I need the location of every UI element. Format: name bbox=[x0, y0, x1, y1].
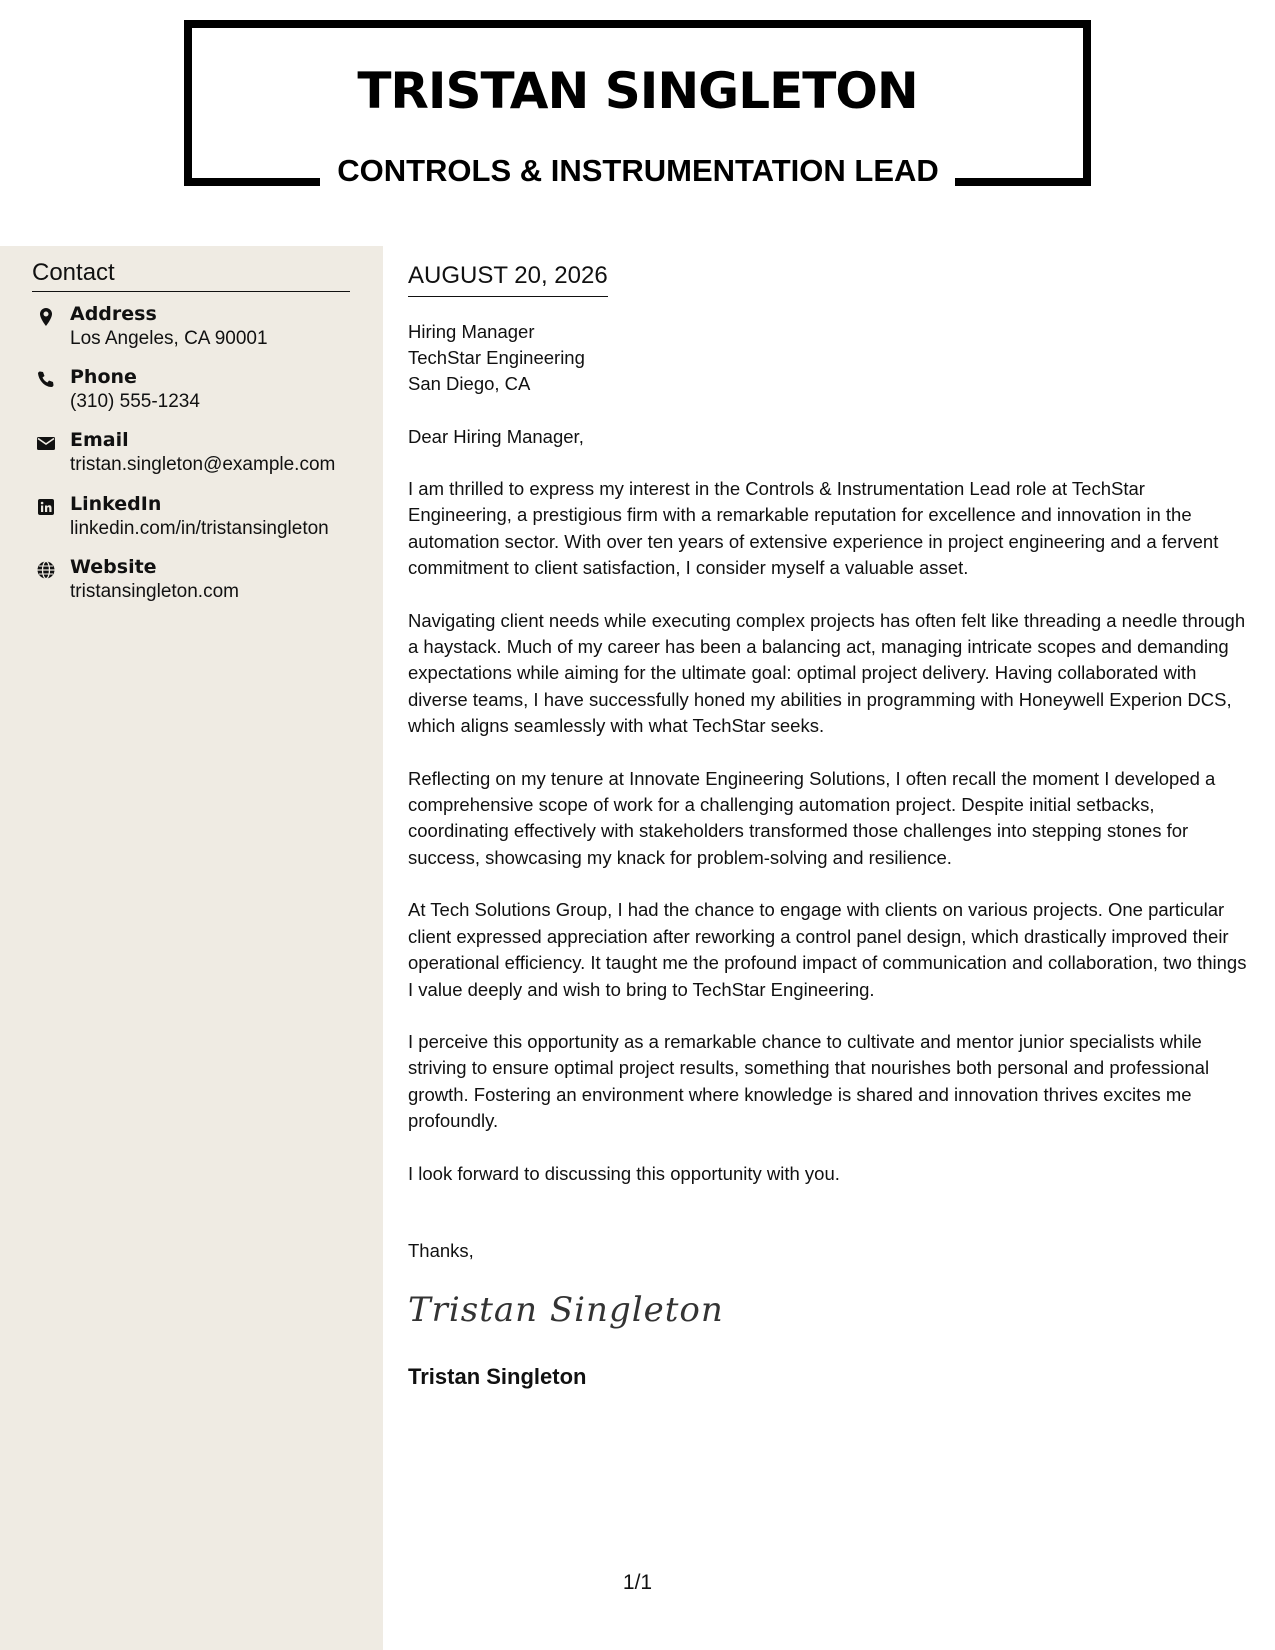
contact-value: linkedin.com/in/tristansingleton bbox=[70, 518, 329, 539]
contact-label: Address bbox=[70, 303, 157, 325]
contact-label: Phone bbox=[70, 366, 137, 388]
letter-paragraph: At Tech Solutions Group, I had the chance to engage with clients on various projects. One particular client expressed appreciation after reworking a control panel design, which drastically improved their operational efficiency. It taught me the profound impact of communication and collaboration, two things I value deeply and wish to bring to TechStar Engineering. bbox=[408, 899, 1247, 1000]
letter-body bbox=[408, 262, 1248, 1390]
frame-bottom-right-bar bbox=[955, 178, 1091, 186]
contact-value: tristansingleton.com bbox=[70, 581, 239, 602]
letter-paragraph: I am thrilled to express my interest in the Controls & Instrumentation Lead role at TechStar Engineering, a prestigious firm with a remarkable reputation for excellence and innovation in the automation sector. With over ten years of extensive experience in project engineering and a fervent commitment to client satisfaction, I consider myself a valuable asset. bbox=[408, 478, 1219, 579]
contact-label: Email bbox=[70, 429, 129, 451]
handwritten-signature: Tristan Singleton bbox=[408, 1289, 724, 1330]
letter-paragraph: I perceive this opportunity as a remarkable chance to cultivate and mentor junior specialists while striving to ensure optimal project results, something that nourishes both personal and professional growth. Fostering an environment where knowledge is shared and innovation thrives excites me profoundly. bbox=[408, 1030, 1210, 1132]
page-number: 1/1 bbox=[622, 1571, 653, 1594]
phone-icon bbox=[36, 370, 56, 390]
contact-value: Los Angeles, CA 90001 bbox=[70, 328, 268, 349]
contact-value: tristan.singleton@example.com bbox=[70, 454, 336, 475]
letter-paragraph: I look forward to discussing this opportunity with you. bbox=[408, 1162, 840, 1184]
contact-heading: Contact bbox=[32, 259, 350, 292]
job-title: CONTROLS & INSTRUMENTATION LEAD bbox=[337, 153, 939, 188]
map-pin-icon bbox=[36, 307, 56, 327]
closing: Thanks, bbox=[408, 1239, 474, 1261]
recipient-line: Hiring Manager bbox=[408, 321, 535, 342]
frame-bottom-left-bar bbox=[184, 178, 320, 186]
contact-label: Website bbox=[70, 556, 157, 578]
salutation: Dear Hiring Manager, bbox=[408, 426, 584, 447]
letter-paragraph: Navigating client needs while executing complex projects has often felt like threading a needle through a haystack. Much of my career has been a balancing act, managing intricate scopes and demanding expectations while aiming for the ultimate goal: optimal project delivery. Having collaborated with diverse teams, I have successfully honed my abilities in programming with Honeywell Experion DCS, which aligns seamlessly with what TechStar seeks. bbox=[408, 609, 1246, 737]
contact-value: (310) 555-1234 bbox=[70, 391, 200, 412]
recipient-line: San Diego, CA bbox=[408, 373, 531, 394]
applicant-name: TRISTAN SINGLETON bbox=[357, 62, 918, 120]
contact-label: LinkedIn bbox=[70, 493, 162, 515]
letter-date: AUGUST 20, 2026 bbox=[408, 262, 608, 297]
recipient-line: TechStar Engineering bbox=[408, 347, 585, 368]
recipient-block bbox=[408, 319, 1248, 397]
letter-paragraph: Reflecting on my tenure at Innovate Engineering Solutions, I often recall the moment I developed a comprehensive scope of work for a challenging automation project. Despite initial setbacks, coordinating effectively with stakeholders transformed those challenges into stepping stones for success, showcasing my knack for problem-solving and resilience. bbox=[408, 767, 1216, 868]
globe-icon bbox=[36, 560, 56, 580]
linkedin-icon bbox=[36, 497, 56, 517]
signer-name: Tristan Singleton bbox=[408, 1363, 587, 1389]
envelope-icon bbox=[36, 433, 56, 453]
